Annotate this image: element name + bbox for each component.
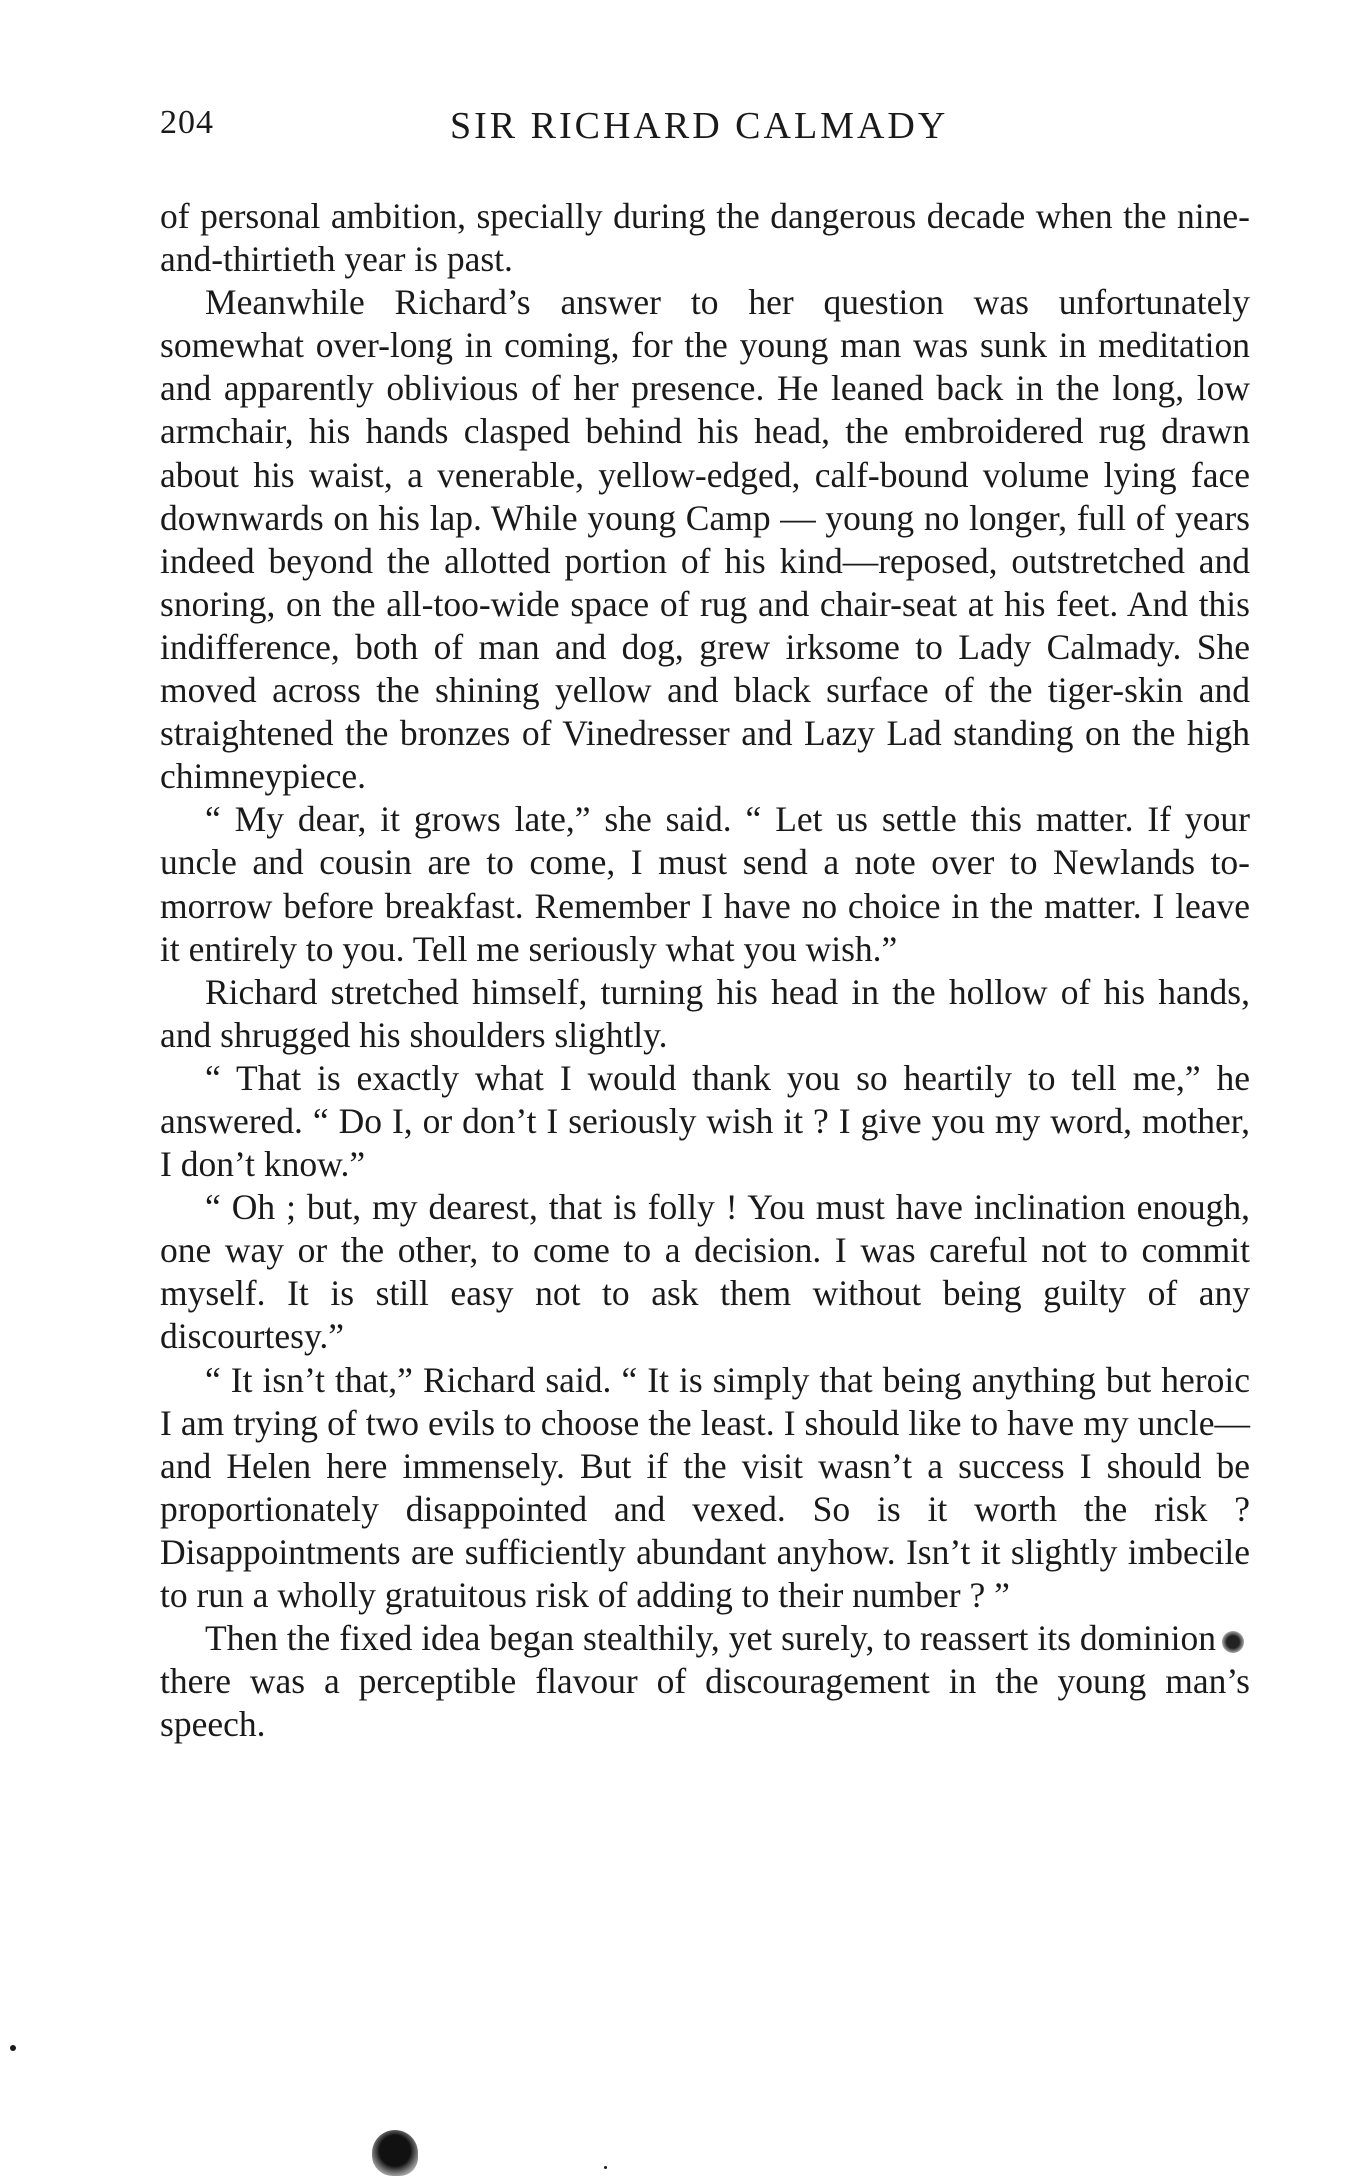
paragraph-continuation: of personal ambition, specially during the dangerous decade when the nine-and-thirtieth year is past. — [160, 196, 1250, 280]
ink-speck — [604, 2166, 607, 2169]
running-head — [160, 104, 1250, 154]
paragraph-last — [160, 1617, 1250, 1746]
paragraph: Richard stretched himself, turning his head in the hollow of his hands, and shrugged his shoulders slightly. — [160, 971, 1250, 1055]
running-title: SIR RICHARD CALMADY — [450, 105, 949, 147]
paragraph: “ Oh ; but, my dearest, that is folly ! You must have inclination enough, one way or the other, to come to a decision. I was careful not to commit myself. It is still easy not to ask them without being guilty of any discourtesy.” — [160, 1187, 1250, 1357]
ink-speck — [10, 2045, 16, 2051]
ink-blot-icon — [372, 2130, 418, 2176]
paragraph: Meanwhile Richard’s answer to her question was unfortunately somewhat over-long in coming, for the young man was sunk in meditation and apparently oblivious of her presence. He leaned back in the long, low armchair, his hands clasped behind his head, the embroidered rug drawn about his waist, a venerable, yellow-edged, calf-bound volume lying face downwards on his lap. While young Camp — young no longer, full of years indeed beyond the allotted portion of his kind—reposed, outstretched and snoring, on the all-too-wide space of rug and chair-seat at his feet. And this indifference, both of man and dog, grew irksome to Lady Calmady. She moved across the shining yellow and black surface of the tiger-skin and straightened the bronzes of Vinedresser and Lazy Lad standing on the high chimneypiece. — [160, 282, 1250, 797]
body-text — [160, 195, 1250, 1746]
paragraph: “ That is exactly what I would thank you so heartily to tell me,” he answered. “ Do I, or don’t I seriously wish it ? I give you my word, mother, I don’t know.” — [160, 1057, 1250, 1185]
paragraph: “ My dear, it grows late,” she said. “ Let us settle this matter. If your uncle and cousin are to come, I must send a note over to Newlands to-morrow before breakfast. Remember I have no choice in the matter. I leave it entirely to you. Tell me seriously what you wish.” — [160, 799, 1250, 969]
ink-blot-icon — [1222, 1631, 1244, 1653]
last-paragraph-end: there was a perceptible flavour of discouragement in the young man’s speech. — [160, 1661, 1250, 1745]
paragraph: “ It isn’t that,” Richard said. “ It is simply that being anything but heroic I am trying of two evils to choose the least. I should like to have my uncle—and Helen here immensely. But if the visit wasn’t a success I should be proportionately disappointed and vexed. So is it worth the risk ? Disappointments are sufficiently abundant anyhow. Isn’t it slightly imbecile to run a wholly gratuitous risk of adding to their number ? ” — [160, 1359, 1250, 1615]
page-number: 204 — [160, 104, 214, 141]
last-paragraph-start: Then the fixed idea began stealthily, yet surely, to reassert its dominion — [205, 1618, 1216, 1659]
